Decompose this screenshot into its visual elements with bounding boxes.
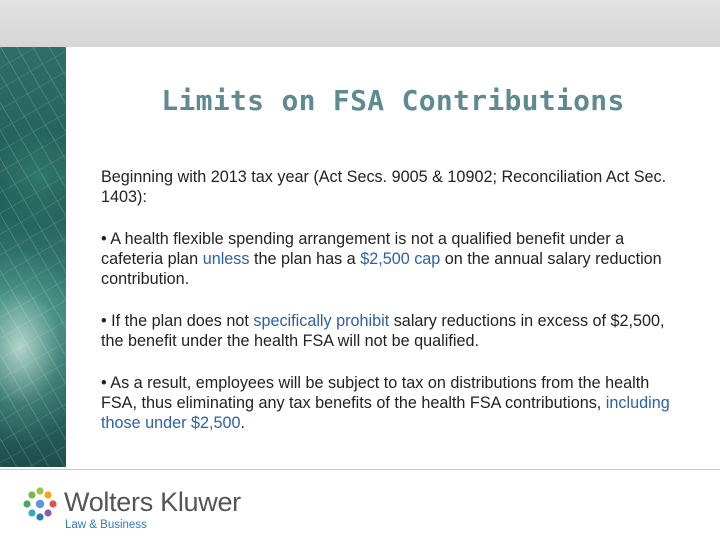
slide-body xyxy=(101,167,671,455)
bullet-1: • A health flexible spending arrangement is not a qualified benefit under a cafeteria plan unless the plan has a $2,500 cap on the annual salary reduction contribution. xyxy=(101,230,662,288)
highlight-cap: $2,500 cap xyxy=(360,250,441,268)
bullet-2: • If the plan does not specifically prohibit salary reductions in excess of $2,500, the benefit under the health FSA will not be qualified. xyxy=(101,312,665,350)
highlight-prohibit: specifically prohibit xyxy=(253,312,390,330)
highlight-unless: unless xyxy=(202,250,250,268)
intro-paragraph: Beginning with 2013 tax year (Act Secs. 9005 & 10902; Reconciliation Act Sec. 1403): xyxy=(101,168,667,206)
footer-divider xyxy=(0,469,720,470)
highlight-including: including those under $2,500 xyxy=(101,394,670,432)
slide-title: Limits on FSA Contributions xyxy=(161,84,625,117)
wolters-kluwer-logo-icon xyxy=(22,486,58,522)
globe-decoration xyxy=(0,47,66,467)
brand-subtitle: Law & Business xyxy=(65,519,147,531)
footer-logo xyxy=(22,484,282,534)
bullet-3: • As a result, employees will be subject to tax on distributions from the health FSA, thus eliminating any tax benefits of the health FSA contributions, including those under $2,500. xyxy=(101,374,670,432)
top-band xyxy=(0,0,720,47)
brand-name: Wolters Kluwer xyxy=(64,487,241,517)
